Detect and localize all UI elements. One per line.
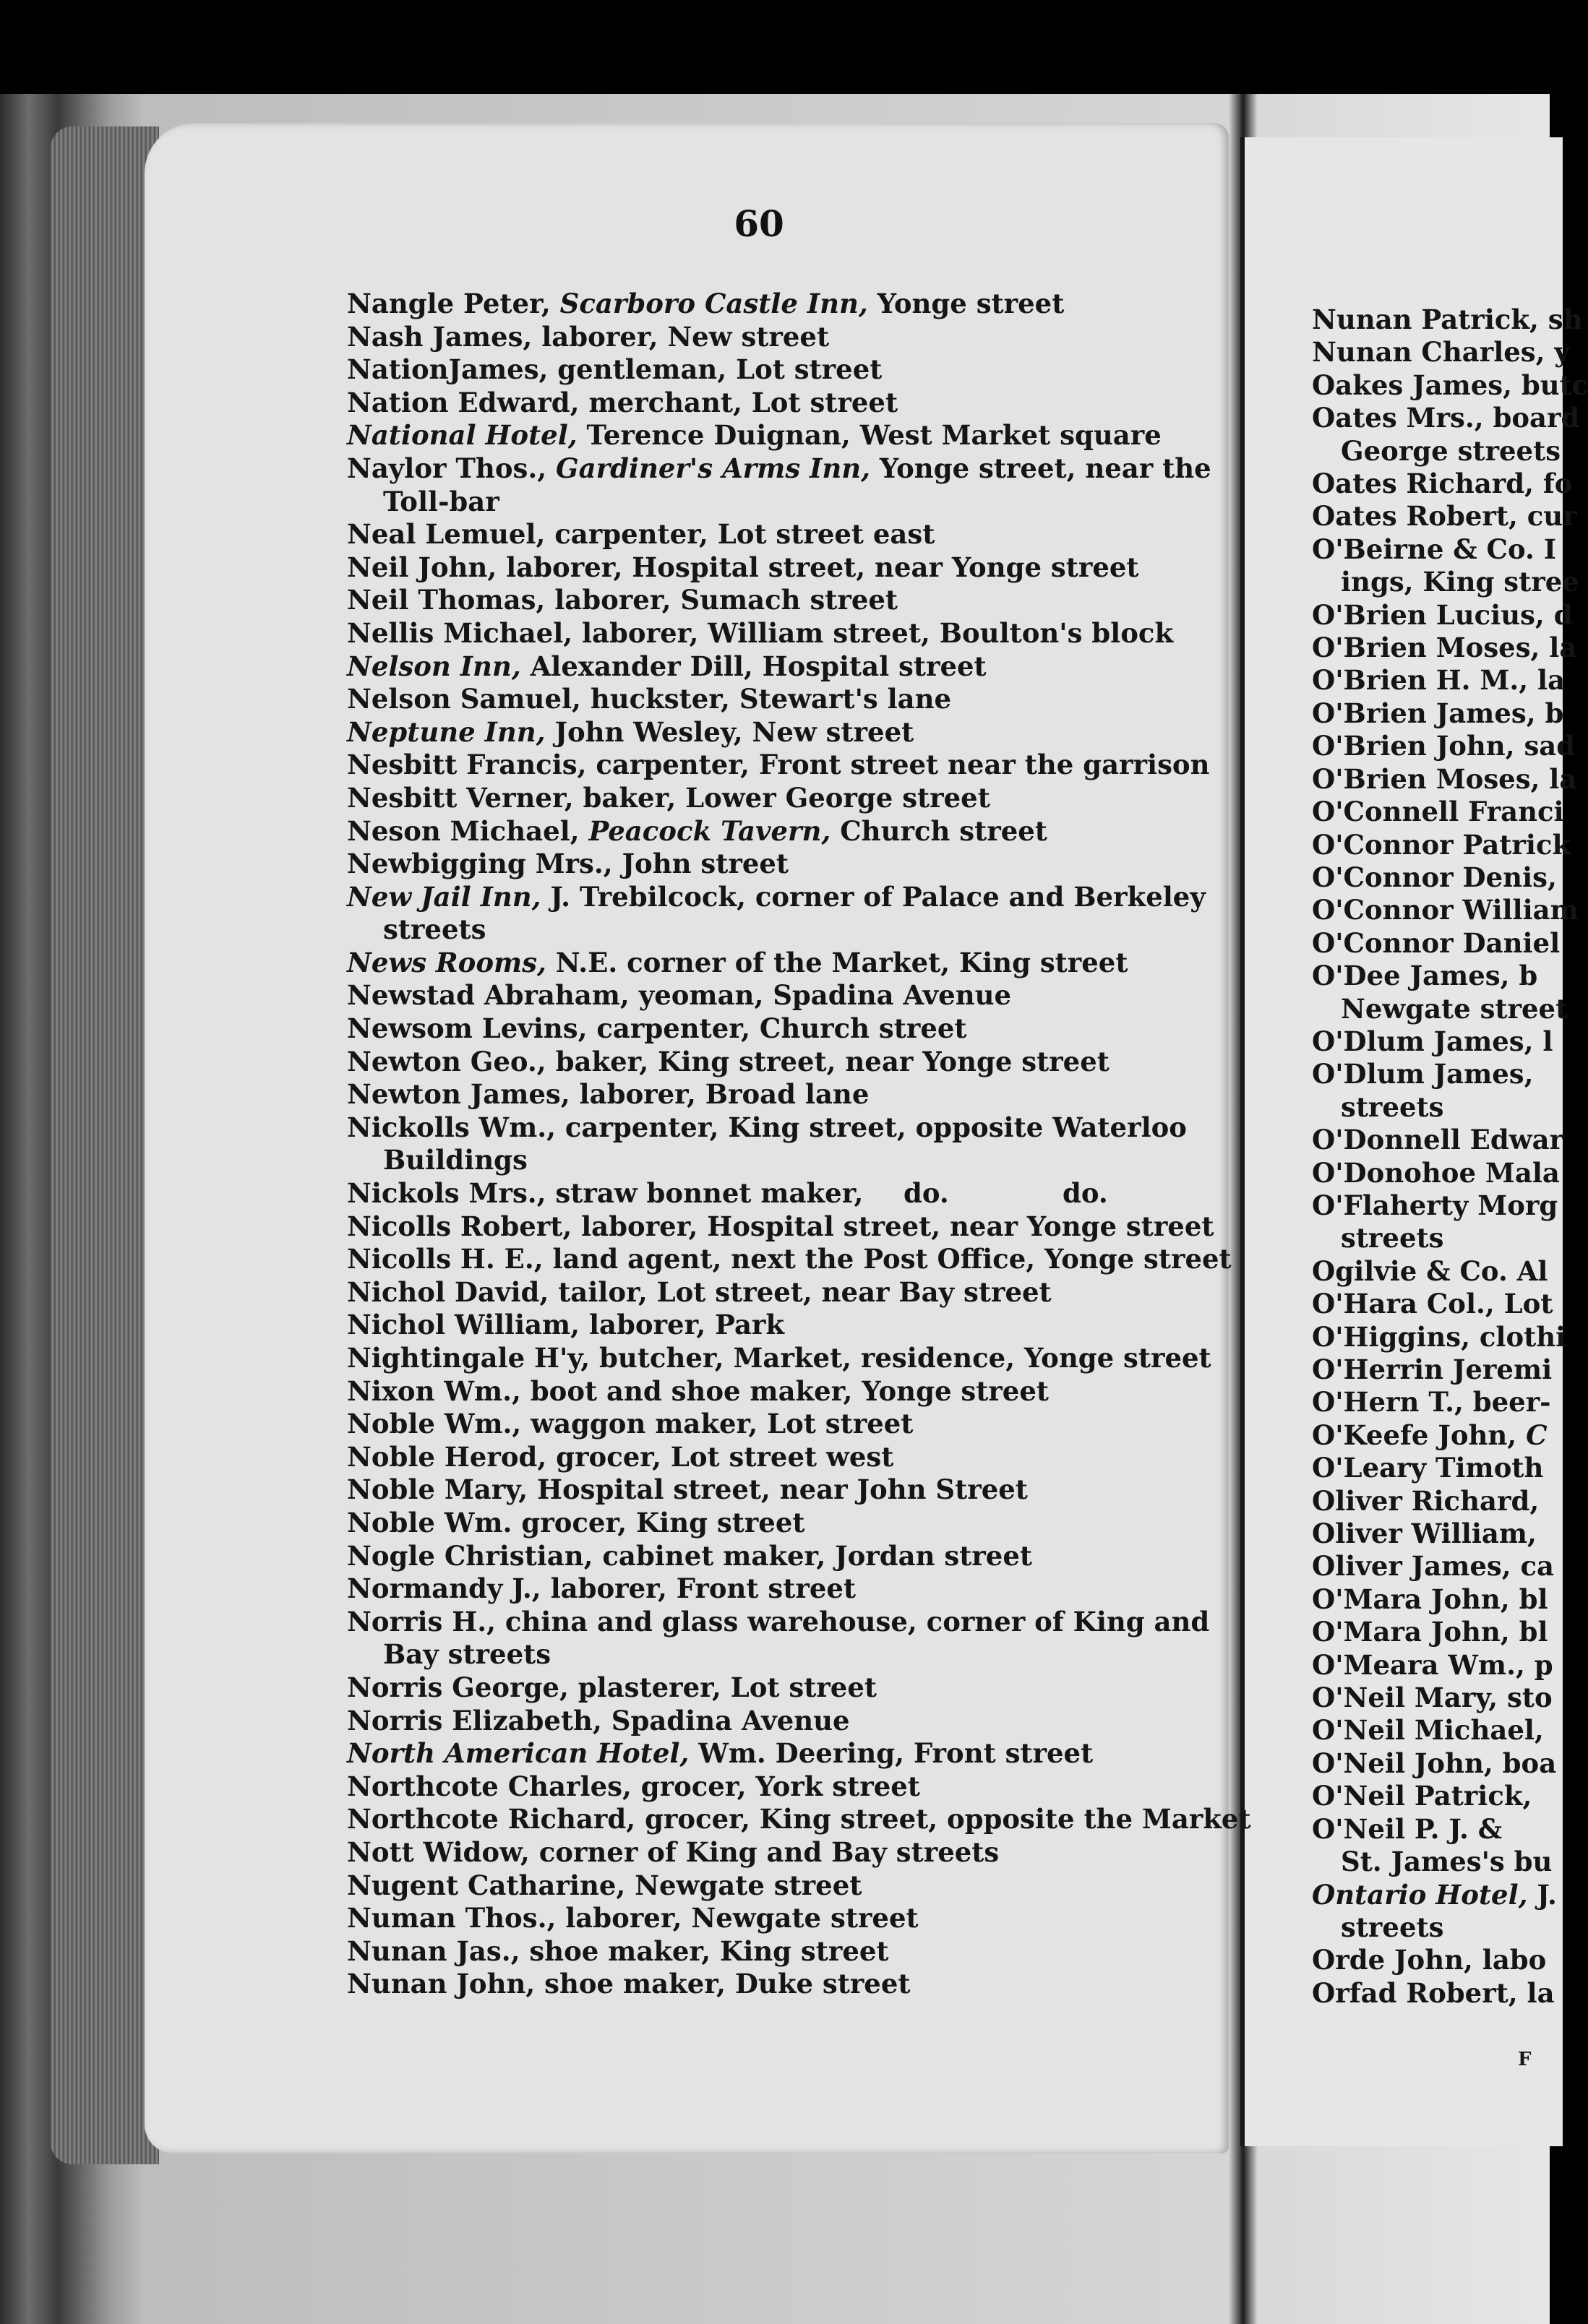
entry-name: Nickolls Wm., (347, 1111, 557, 1143)
signature-mark: F (1518, 2049, 1532, 2070)
entry-text: O'Connor Daniel (1312, 926, 1561, 959)
entry-details: grocer, York street (640, 1770, 920, 1802)
entry-text: streets (1341, 1911, 1444, 1943)
directory-entry-cropped (1312, 1124, 1564, 1156)
entry-details: laborer, Park (588, 1309, 785, 1341)
entry-name: Nightingale H'y, (347, 1342, 591, 1374)
entry-details: tailor, Lot street, near Bay street (558, 1275, 1052, 1308)
entry-text: O'Neil Patrick, (1312, 1780, 1532, 1812)
entry-text: O'Neil John, boa (1312, 1747, 1557, 1779)
entry-text: streets (1341, 1222, 1444, 1254)
entry-text: O'Keefe John, (1312, 1419, 1517, 1451)
entry-text: Ogilvie & Co. Al (1312, 1254, 1548, 1287)
entry-name: Newstad Abraham, (347, 979, 630, 1012)
entry-text: Oliver William, (1312, 1518, 1537, 1550)
directory-entry (347, 1605, 1210, 1671)
entry-name: Neal Lemuel, (347, 518, 546, 551)
entry-text: O'Donnell Edwar (1312, 1124, 1564, 1156)
ditto-mark: do. (904, 1177, 949, 1210)
entry-name: Nation Edward, (347, 386, 580, 418)
directory-entry-cropped (1312, 1648, 1553, 1682)
entry-name: North American Hotel, (347, 1737, 690, 1770)
entry-name: Norris H., (347, 1605, 496, 1637)
entry-details: shoe maker, King street (529, 1934, 889, 1967)
directory-entry (347, 518, 1185, 551)
entry-text: O'Donohoe Mala (1312, 1156, 1560, 1189)
directory-entry-cropped (1312, 1288, 1553, 1320)
entry-name: Nicolls H. E., (347, 1243, 544, 1275)
directory-entry-cropped (1312, 1583, 1550, 1616)
entry-details: straw bonnet maker, (555, 1177, 864, 1210)
entry-details: waggon maker, Lot street (531, 1408, 914, 1440)
directory-entry-cropped (1312, 1518, 1550, 1550)
directory-entry-cropped (1312, 1419, 1550, 1452)
entry-details: carpenter, Lot street east (554, 518, 935, 551)
directory-entry-cropped (1312, 762, 1577, 796)
directory-entry (347, 1177, 1185, 1210)
directory-entry-cropped (1312, 960, 1550, 992)
entry-details: J. Trebilcock, corner of Palace and Berkeley (550, 880, 1206, 913)
entry-name: Nesbitt Francis, (347, 749, 587, 781)
directory-entry-cropped (1312, 1386, 1550, 1419)
directory-entry (347, 947, 1185, 980)
directory-entry (347, 387, 1185, 420)
directory-entry-cropped (1312, 1682, 1553, 1714)
directory-entry (347, 1012, 1185, 1046)
entry-text: O'Neil P. J. & (1312, 1812, 1503, 1845)
directory-entry (347, 584, 1185, 617)
directory-entry-cropped (1312, 1353, 1553, 1386)
entry-details: grocer, King street (521, 1506, 805, 1538)
directory-entry-cropped (1312, 1944, 1550, 1976)
directory-entry-cropped (1312, 632, 1577, 664)
entry-details: laborer, William street, Boulton's block (582, 616, 1174, 649)
entry-details: land agent, next the Post Office, Yonge street (552, 1243, 1232, 1275)
entry-name: Nellis Michael, (347, 616, 573, 649)
entry-text: O'Brien Lucius, d (1312, 598, 1573, 631)
entry-establishment: C (1526, 1419, 1548, 1451)
entry-details: Yonge street, near the (879, 452, 1211, 484)
directory-entry (347, 716, 1185, 749)
entry-text: O'Neil Michael, (1312, 1714, 1544, 1747)
entry-text: O'Mara John, bl (1312, 1616, 1548, 1648)
entry-name: Nickols Mrs., (347, 1177, 546, 1210)
directory-entry-cropped (1312, 1780, 1550, 1812)
directory-entry (347, 749, 1210, 782)
entry-text: Oates Richard, fo (1312, 468, 1573, 500)
entry-continuation: Bay streets (383, 1638, 551, 1671)
entry-establishment: Gardiner's Arms Inn, (556, 452, 871, 484)
entry-text: O'Dee James, b (1312, 960, 1538, 992)
entry-name: Nunan John, (347, 1968, 536, 2000)
directory-entry-cropped (1312, 533, 1557, 566)
entry-name: Neil Thomas, (347, 584, 546, 616)
directory-entry-cropped (1312, 828, 1571, 861)
directory-entry-cropped (1312, 1189, 1558, 1222)
ditto-mark: do. (1063, 1177, 1108, 1210)
directory-entry (347, 1441, 1185, 1474)
directory-entry (347, 1210, 1214, 1244)
entry-name: Nugent Catharine, (347, 1869, 626, 1901)
directory-entry (347, 1968, 1185, 2001)
entry-details: Yonge street (877, 288, 1065, 319)
directory-entry (347, 683, 1185, 716)
entry-name: Nichol David, (347, 1275, 549, 1308)
directory-entry (347, 979, 1185, 1012)
entry-name: Newbigging Mrs., (347, 848, 613, 880)
entry-details: corner of King and Bay streets (538, 1835, 1000, 1868)
entry-text: Newgate street (1341, 992, 1568, 1025)
directory-entry-cropped (1312, 304, 1583, 336)
entry-details: grocer, King street, opposite the Market (645, 1803, 1251, 1835)
entry-details: Terence Duignan, West Market square (586, 419, 1162, 452)
entry-text: streets (1341, 1090, 1444, 1123)
directory-entry-cropped (1312, 992, 1568, 1025)
directory-entry (347, 1671, 1185, 1705)
entry-details: grocer, Lot street west (556, 1440, 894, 1473)
entry-name: Nogle Christian, (347, 1539, 593, 1572)
directory-entry (347, 452, 1211, 518)
entry-details: baker, King street, near Yonge street (555, 1045, 1110, 1077)
directory-entry (347, 288, 1185, 321)
entry-text: Nunan Charles, y (1312, 336, 1570, 369)
directory-entry (347, 1342, 1211, 1375)
directory-entry (347, 880, 1206, 947)
directory-entry (347, 1309, 1185, 1342)
directory-entry (347, 1836, 1185, 1869)
directory-entry (347, 1803, 1251, 1836)
directory-entry-cropped (1312, 1255, 1550, 1288)
entry-details: laborer, Newgate street (565, 1902, 919, 1934)
entry-details: carpenter, Church street (596, 1012, 967, 1045)
directory-entry-cropped (1312, 500, 1577, 533)
entry-name: Norris Elizabeth, (347, 1704, 602, 1736)
entry-text: O'Brien Moses, la (1312, 762, 1577, 795)
directory-entry (347, 650, 1185, 684)
directory-entry-cropped (1312, 402, 1580, 434)
entry-continuation: Toll-bar (383, 485, 499, 517)
entry-text: O'Beirne & Co. I (1312, 533, 1557, 565)
directory-entry-cropped (1312, 1976, 1555, 2010)
directory-entry (347, 1507, 1185, 1540)
entry-text: George streets (1341, 434, 1561, 467)
entry-text: O'Meara Wm., p (1312, 1648, 1553, 1681)
directory-entry-cropped (1312, 697, 1564, 730)
entry-details: baker, Lower George street (583, 781, 990, 814)
directory-entries-left (347, 288, 1251, 2001)
directory-entry-cropped (1312, 1714, 1550, 1747)
entry-text: O'Connor Patrick (1312, 828, 1571, 861)
directory-entry (347, 848, 1185, 881)
entry-name: Nesbitt Verner, (347, 781, 574, 814)
entry-establishment: Peacock Tavern, (588, 814, 831, 847)
entry-name: Nash James, (347, 320, 533, 353)
entry-name: News Rooms, (347, 946, 546, 978)
entry-text: O'Hern T., beer- (1312, 1386, 1551, 1419)
directory-entry-cropped (1312, 1058, 1550, 1090)
entry-text: Orde John, labo (1312, 1944, 1547, 1976)
entry-name: Normandy J., (347, 1572, 541, 1605)
entry-text: Oliver James, ca (1312, 1550, 1555, 1583)
directory-entry-cropped (1312, 598, 1573, 632)
directory-entry (347, 1935, 1185, 1968)
directory-entry (347, 782, 1185, 815)
directory-entry-cropped (1312, 926, 1561, 960)
entry-name: Nichol William, (347, 1309, 580, 1341)
directory-entry (347, 1572, 1185, 1606)
entry-text: O'Dlum James, (1312, 1058, 1534, 1090)
entry-name: Nunan Jas., (347, 1934, 520, 1967)
entry-details: laborer, New street (541, 320, 830, 353)
directory-entry (347, 1078, 1185, 1111)
entry-name: Nicolls Robert, (347, 1210, 572, 1242)
directory-entry (347, 617, 1185, 650)
directory-entry (347, 1473, 1185, 1507)
directory-entry (347, 815, 1185, 848)
directory-entry-cropped (1312, 1156, 1560, 1189)
entry-continuation: streets (383, 913, 486, 946)
entry-details: carpenter, King street, opposite Waterloo (565, 1111, 1187, 1143)
entry-text: ings, King stree (1341, 566, 1579, 598)
directory-entry (347, 353, 1185, 387)
entry-name: Neptune Inn, (347, 715, 546, 748)
entry-details: N.E. corner of the Market, King street (555, 946, 1128, 978)
entry-name: Noble Wm. (347, 1506, 512, 1538)
entry-text: Orfad Robert, la (1312, 1976, 1555, 2009)
entry-name: Nelson Samuel, (347, 683, 581, 715)
entry-name: Newton Geo., (347, 1045, 546, 1077)
entry-details: Newgate street (635, 1869, 862, 1901)
entry-text: Oates Mrs., board (1312, 402, 1580, 434)
entry-name: Neil John, (347, 551, 497, 583)
entry-name: New Jail Inn, (347, 880, 541, 913)
entry-text: Oakes James, butc (1312, 369, 1588, 401)
directory-entry-cropped (1312, 1320, 1566, 1353)
directory-entry (347, 1902, 1185, 1935)
entry-name: Northcote Charles, (347, 1770, 632, 1802)
entry-name: Numan Thos., (347, 1902, 557, 1934)
entry-details: J. (1537, 1878, 1557, 1911)
entry-name: National Hotel, (347, 419, 578, 452)
directory-entry-cropped (1312, 730, 1576, 762)
entry-details: John street (622, 848, 789, 880)
book-page-edges (51, 126, 159, 2164)
entry-details: laborer, Hospital street, near Yonge street (506, 551, 1139, 583)
entry-text: O'Connor William (1312, 894, 1579, 926)
entry-name: Nixon Wm., (347, 1374, 521, 1407)
directory-entry-cropped (1312, 1911, 1550, 1944)
entry-name: Newsom Levins, (347, 1012, 588, 1045)
directory-entry (347, 321, 1185, 354)
entry-name: Noble Wm., (347, 1408, 522, 1440)
directory-entry-cropped (1312, 468, 1573, 500)
entry-text: O'Neil Mary, sto (1312, 1682, 1553, 1714)
entry-name: Neson Michael, (347, 814, 580, 847)
directory-entry-cropped (1312, 434, 1561, 468)
directory-entry (347, 1770, 1185, 1804)
entry-details: butcher, Market, residence, Yonge street (599, 1342, 1211, 1374)
entry-name: Nott Widow, (347, 1835, 530, 1868)
entry-text: Oliver Richard, (1312, 1484, 1540, 1517)
directory-entry (347, 419, 1185, 452)
entry-details: Wm. Deering, Front street (698, 1737, 1094, 1770)
entry-details: Spadina Avenue (611, 1704, 850, 1736)
entry-text: O'Flaherty Morg (1312, 1189, 1558, 1221)
directory-entry-cropped (1312, 566, 1579, 598)
entry-text: O'Brien John, sad (1312, 730, 1576, 762)
directory-entry-cropped (1312, 1485, 1550, 1518)
entry-text: O'Herrin Jeremi (1312, 1353, 1553, 1385)
directory-entry (347, 1540, 1185, 1573)
entry-name: Newton James, (347, 1078, 570, 1111)
entry-text: O'Brien H. M., la (1312, 664, 1566, 697)
entry-details: boot and shoe maker, Yonge street (530, 1374, 1049, 1407)
entry-name: Northcote Richard, (347, 1803, 636, 1835)
directory-entry (347, 1705, 1185, 1738)
entry-text: O'Dlum James, l (1312, 1025, 1553, 1057)
entry-details: Church street (840, 814, 1047, 847)
directory-entry (347, 1046, 1185, 1079)
entry-text: O'Leary Timoth (1312, 1452, 1544, 1484)
directory-entry-cropped (1312, 1846, 1553, 1878)
entry-text: O'Mara John, bl (1312, 1583, 1548, 1615)
entry-name: Nangle Peter, (347, 288, 551, 319)
entry-text: Oates Robert, cur (1312, 500, 1577, 533)
directory-entry (347, 1111, 1185, 1177)
entry-text: St. James's bu (1341, 1846, 1553, 1878)
entry-details: laborer, Hospital street, near Yonge street (581, 1210, 1214, 1242)
entry-name: Nelson Inn, (347, 650, 521, 682)
directory-entry-cropped (1312, 1222, 1550, 1254)
directory-entry (347, 1375, 1185, 1408)
directory-entry-cropped (1312, 1550, 1555, 1583)
entry-details: china and glass warehouse, corner of King and (505, 1605, 1210, 1637)
entry-details: yeoman, Spadina Avenue (638, 979, 1012, 1012)
entry-text: O'Hara Col., Lot (1312, 1288, 1553, 1320)
directory-entry-cropped (1312, 1452, 1550, 1484)
directory-entry (347, 1243, 1232, 1276)
directory-entry-cropped (1312, 1747, 1557, 1780)
entry-name: Noble Mary, (347, 1473, 528, 1506)
entry-name: Norris George, (347, 1671, 569, 1703)
entry-text: Nunan Patrick, sh (1312, 304, 1583, 335)
entry-details: shoe maker, Duke street (544, 1968, 911, 2000)
directory-entry-cropped (1312, 1091, 1550, 1124)
entry-name: NationJames, (347, 353, 549, 386)
entry-text: O'Connor Denis, (1312, 861, 1557, 893)
directory-entry-cropped (1312, 664, 1566, 697)
directory-entry (347, 1869, 1185, 1903)
entry-text: O'Higgins, clothi (1312, 1320, 1566, 1353)
entry-establishment: Scarboro Castle Inn, (559, 288, 868, 319)
directory-entry-cropped (1312, 1025, 1553, 1058)
directory-entry (347, 551, 1185, 585)
entry-details: laborer, Sumach street (554, 584, 898, 616)
entry-establishment: Ontario Hotel, (1312, 1878, 1528, 1911)
directory-entry-cropped (1312, 1878, 1557, 1911)
directory-entry (347, 1408, 1185, 1441)
directory-entry (347, 1276, 1185, 1309)
entry-details: huckster, Stewart's lane (590, 683, 952, 715)
entry-name: Noble Herod, (347, 1440, 547, 1473)
directory-entry-cropped (1312, 796, 1564, 828)
directory-entry (347, 1737, 1185, 1770)
entry-details: merchant, Lot street (588, 386, 898, 418)
directory-entry-cropped (1312, 1616, 1550, 1648)
directory-entries-right (1312, 304, 1588, 2010)
directory-entry-cropped (1312, 336, 1570, 369)
entry-text: O'Brien Moses, la (1312, 632, 1577, 664)
entry-details: laborer, Front street (550, 1572, 856, 1605)
directory-entry-cropped (1312, 894, 1579, 926)
entry-details: John Wesley, New street (554, 715, 914, 748)
entry-details: laborer, Broad lane (579, 1078, 870, 1111)
directory-entry-cropped (1312, 1813, 1550, 1846)
entry-details: plasterer, Lot street (578, 1671, 877, 1703)
entry-details: Hospital street, near John Street (537, 1473, 1028, 1506)
entry-name: Naylor Thos., (347, 452, 547, 484)
entry-details: Alexander Dill, Hospital street (530, 650, 987, 682)
page-number: 60 (734, 202, 784, 245)
entry-details: cabinet maker, Jordan street (602, 1539, 1032, 1572)
entry-details: gentleman, Lot street (557, 353, 883, 386)
entry-continuation: Buildings (383, 1144, 528, 1176)
entry-text: O'Connell Franci (1312, 796, 1564, 828)
directory-entry-cropped (1312, 369, 1588, 402)
entry-text: O'Brien James, b (1312, 697, 1564, 729)
directory-entry-cropped (1312, 861, 1557, 894)
entry-details: carpenter, Front street near the garrison (596, 749, 1210, 781)
